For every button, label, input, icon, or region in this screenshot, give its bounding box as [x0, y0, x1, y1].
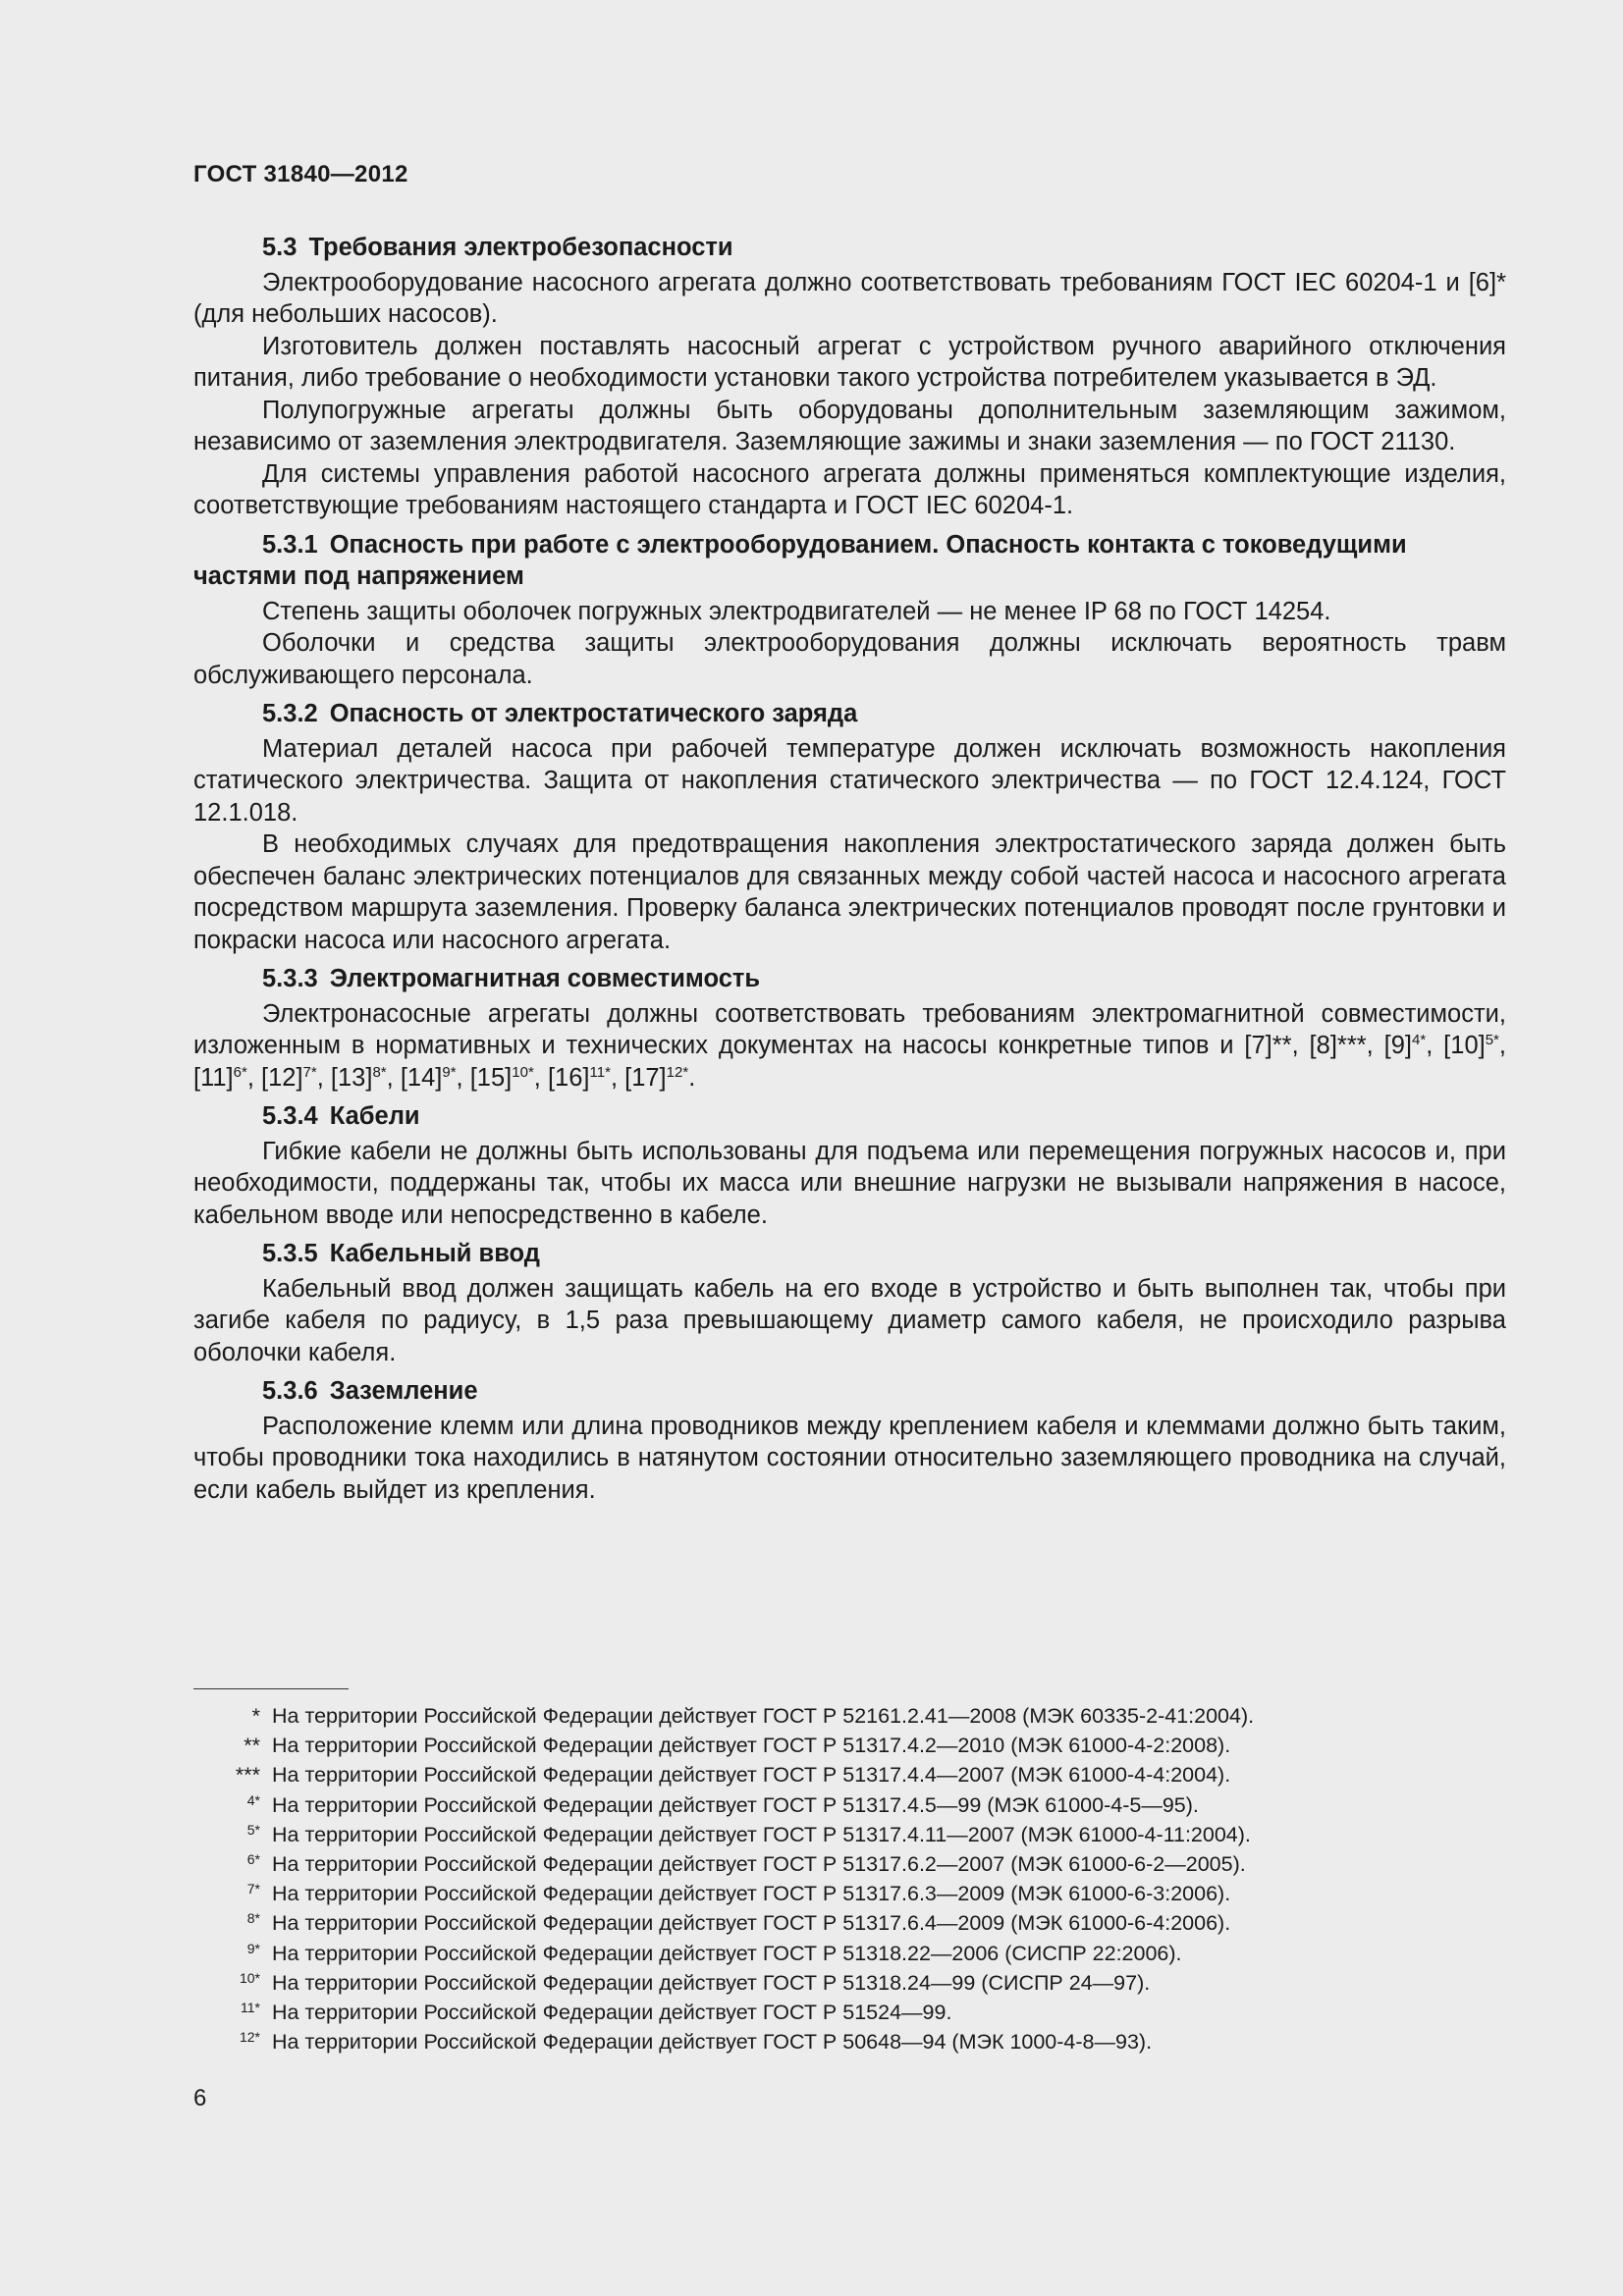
section-title: Опасность от электростатического заряда	[329, 700, 858, 727]
footnote-text: На территории Российской Федерации действует ГОСТ Р 50648—94 (МЭК 1000-4-8—93).	[272, 2030, 1153, 2055]
section-heading	[193, 1375, 1506, 1408]
footnote	[193, 1849, 1470, 1879]
section-number: 5.3.2	[262, 700, 318, 727]
footnote-text: На территории Российской Федерации действует ГОСТ Р 51524—99.	[272, 2001, 952, 2025]
footnote	[193, 1968, 1470, 1998]
footnote-mark: 11*	[241, 2000, 260, 2016]
footnote-mark: 6*	[246, 1851, 260, 1868]
paragraph-text: Электронасосные агрегаты должны соответствовать требованиям электромагнитной совместимости, изложенным в нормативных и технических документах на насосы конкретные типов и [7]**, [8]***,	[193, 999, 1506, 1059]
footnote-text: На территории Российской Федерации действует ГОСТ Р 51318.22—2006 (СИСПР 22:2006).	[272, 1941, 1182, 1965]
footnote	[193, 1731, 1470, 1760]
document-body	[193, 232, 1506, 1506]
reference: $[13]^{8*}$	[330, 1063, 387, 1092]
footnotes	[193, 1701, 1470, 2056]
paragraph: Гибкие кабели не должны быть использованы для подъема или перемещения погружных насосов и, при необходимости, поддержаны так, чтобы их масса или внешние нагрузки не вызывали напряжения в насосе, кабельном вводе или непосредственно в кабеле.	[193, 1137, 1506, 1229]
reference: $[11]^{6*}$	[193, 1063, 247, 1092]
footnote-mark: ***	[235, 1763, 260, 1788]
paragraph: Расположение клемм или длина проводников между креплением кабеля и клеммами должно быть таким, чтобы проводники тока находились в натянутом состоянии относительно заземляющего проводника на случай, если кабель выйдет из крепления.	[193, 1412, 1506, 1504]
footnote	[193, 1790, 1470, 1820]
footnote-text: На территории Российской Федерации действует ГОСТ Р 51317.6.4—2009 (МЭК 61000-6-4:2006).	[272, 1911, 1231, 1936]
footnote-mark: **	[243, 1734, 260, 1758]
section-number: 5.3.6	[262, 1377, 318, 1405]
reference: $[15]^{10*}$	[469, 1063, 534, 1092]
footnote-text: На территории Российской Федерации действует ГОСТ Р 51317.6.2—2007 (МЭК 61000-6-2—2005).	[272, 1852, 1246, 1877]
section-title: Заземление	[329, 1377, 478, 1405]
paragraph: Степень защиты оболочек погружных электродвигателей — не менее IP 68 по ГОСТ 14254.	[262, 597, 1331, 625]
section-number: 5.3.3	[262, 965, 318, 992]
section-heading	[193, 963, 1506, 995]
section-number: 5.3	[262, 234, 298, 261]
footnote-mark: 7*	[246, 1881, 260, 1897]
section-heading	[193, 698, 1506, 730]
paragraph: Материал деталей насоса при рабочей температуре должен исключать возможность накопления статического электричества. Защита от накопления статического электричества — по ГОСТ 12.4.124, ГОСТ 12.1.018.	[193, 734, 1506, 827]
footnote-mark: 12*	[239, 2029, 260, 2046]
footnote-text: На территории Российской Федерации действует ГОСТ Р 51317.4.4—2007 (МЭК 61000-4-4:2004).	[272, 1763, 1231, 1788]
footnote-mark: 10*	[239, 1969, 260, 1986]
section-heading	[193, 232, 1506, 264]
footnote-text: На территории Российской Федерации действует ГОСТ Р 51317.4.5—99 (МЭК 61000-4-5—95).	[272, 1792, 1199, 1817]
section-title: Опасность при работе с электрооборудованием. Опасность контакта с токоведущими частями под напряжением	[193, 530, 1407, 590]
reference: $[17]^{12*}$	[624, 1063, 689, 1092]
footnote	[193, 1760, 1470, 1789]
footnote	[193, 1939, 1470, 1968]
footnote	[193, 1701, 1470, 1731]
section-title: Кабельный ввод	[329, 1240, 540, 1267]
footnote-divider	[193, 1688, 349, 1689]
footnote-text: На территории Российской Федерации действует ГОСТ Р 51317.6.3—2009 (МЭК 61000-6-3:2006).	[272, 1882, 1231, 1906]
section-heading	[193, 1100, 1506, 1133]
paragraph: В необходимых случаях для предотвращения накопления электростатического заряда должен быть обеспечен баланс электрических потенциалов для связанных между собой частей насоса и насосного агрегата посредством маршрута заземления. Проверку баланса электрических потенциалов проводят после грунтовки и покраски насоса или насосного агрегата.	[193, 830, 1506, 954]
footnote-mark: 9*	[246, 1940, 260, 1956]
paragraph: Изготовитель должен поставлять насосный агрегат с устройством ручного аварийного отключения питания, либо требование о необходимости установки такого устройства потребителем указывается в ЭД.	[193, 332, 1506, 392]
footnote-mark: *	[251, 1704, 260, 1728]
paragraph: Полупогружные агрегаты должны быть оборудованы дополнительным заземляющим зажимом, независимо от заземления электродвигателя. Заземляющие зажимы и знаки заземления — по ГОСТ 21130.	[193, 396, 1506, 455]
reference: $[16]^{11*}$	[547, 1063, 611, 1092]
footnote-text: На территории Российской Федерации действует ГОСТ Р 52161.2.41—2008 (МЭК 60335-2-41:2004).	[272, 1704, 1255, 1728]
paragraph-emc: Электронасосные агрегаты должны соответствовать требованиям электромагнитной совместимости, изложенным в нормативных и технических документах на насосы конкретные типов и [7]**, [8]***, $[9]^{4*}$, $[10]^{5*}$, $[11]^{6*}$, $[12]^{7*}$, $[13]^{8*}$, $[14]^{9*}$, $[15]^{10*}$, $[16]^{11*}$, $[17]^{12*}$.	[193, 999, 1506, 1092]
footnote-mark: 8*	[246, 1910, 260, 1927]
section-title: Требования электробезопасности	[308, 234, 733, 261]
paragraph: Оболочки и средства защиты электрооборудования должны исключать вероятность травм обслуживающего персонала.	[193, 629, 1506, 689]
reference: $[9]^{4*}$	[1383, 1032, 1427, 1059]
footnote	[193, 1820, 1470, 1849]
footnote-mark: 5*	[246, 1821, 260, 1838]
footnote	[193, 1998, 1470, 2027]
reference: $[10]^{5*}$	[1443, 1032, 1499, 1059]
footnote-text: На территории Российской Федерации действует ГОСТ Р 51318.24—99 (СИСПР 24—97).	[272, 1970, 1151, 1995]
footnote-text: На территории Российской Федерации действует ГОСТ Р 51317.4.11—2007 (МЭК 61000-4-11:2004).	[272, 1822, 1251, 1846]
reference: $[12]^{7*}$	[261, 1063, 317, 1092]
footnote	[193, 1879, 1470, 1908]
section-heading	[193, 529, 1506, 593]
paragraph: Электрооборудование насосного агрегата должно соответствовать требованиям ГОСТ IEC 60204-1 и [6]* (для небольших насосов).	[193, 268, 1506, 328]
document-header: ГОСТ 31840—2012	[193, 161, 408, 187]
paragraph: Кабельный ввод должен защищать кабель на его входе в устройство и быть выполнен так, чтобы при загибе кабеля по радиусу, в 1,5 раза превышающему диаметр самого кабеля, не происходило разрыва оболочки кабеля.	[193, 1274, 1506, 1366]
footnote-text: На территории Российской Федерации действует ГОСТ Р 51317.4.2—2010 (МЭК 61000-4-2:2008).	[272, 1734, 1231, 1758]
section-title: Кабели	[329, 1102, 420, 1130]
page-number: 6	[193, 2085, 207, 2111]
footnote-mark: 4*	[246, 1791, 260, 1808]
footnote	[193, 2027, 1470, 2056]
section-heading	[193, 1238, 1506, 1270]
section-title: Электромагнитная совместимость	[329, 965, 761, 992]
footnote	[193, 1908, 1470, 1938]
section-number: 5.3.4	[262, 1102, 318, 1130]
section-number: 5.3.1	[262, 530, 318, 559]
reference: $[14]^{9*}$	[400, 1063, 457, 1092]
paragraph: Для системы управления работой насосного агрегата должны применяться комплектующие изделия, соответствующие требованиям настоящего стандарта и ГОСТ IEC 60204-1.	[193, 459, 1506, 519]
section-number: 5.3.5	[262, 1240, 318, 1267]
